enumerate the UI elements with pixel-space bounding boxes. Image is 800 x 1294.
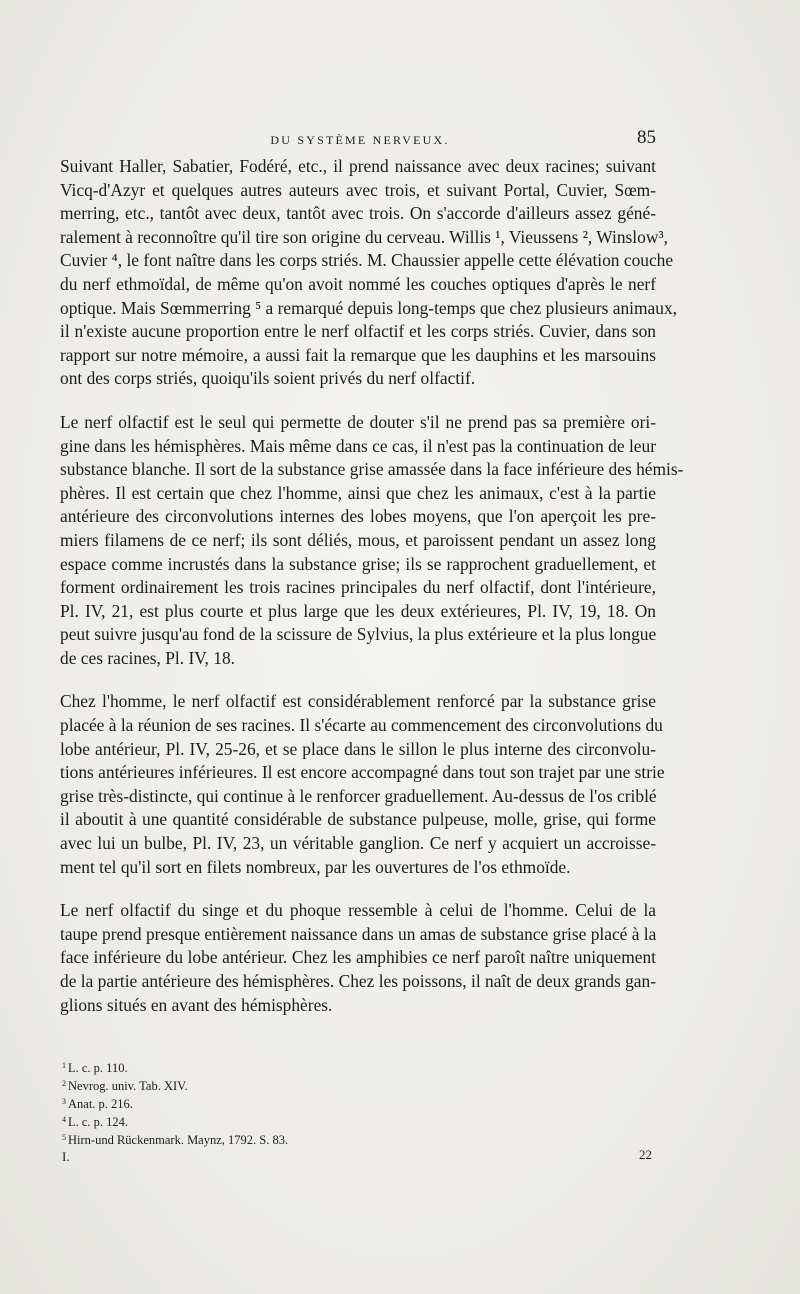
footnote-mark: 1 [62, 1061, 66, 1070]
sheet-number: 22 [639, 1147, 652, 1162]
footnote-mark: 2 [62, 1079, 66, 1088]
footnote-text: L. c. p. 124. [68, 1115, 129, 1129]
text-line: antérieure des circonvolutions internes des lobes moyens, que l'on aperçoit les pre- [60, 506, 656, 527]
text-line: Le nerf olfactif du singe et du phoque ressemble à celui de l'homme. Celui de la [60, 900, 656, 921]
text-line: de la partie antérieure des hémisphères. Chez les poissons, il naît de deux grands gan- [60, 971, 656, 991]
text-line: ont des corps striés, quoiqu'ils soient privés du nerf olfactif. [60, 368, 476, 389]
footnote-mark: 3 [62, 1097, 66, 1106]
text-line: Cuvier ⁴, le font naître dans les corps striés. M. Chaussier appelle cette élévation couche [60, 250, 674, 271]
text-line: ment tel qu'il sort en filets nombreux, par les ouvertures de l'os ethmoïde. [60, 856, 571, 877]
text-line: forment ordinairement les trois racines principales du nerf olfactif, dont l'intérieure, [60, 577, 656, 598]
text-line: miers filamens de ce nerf; ils sont déliés, mous, et paroissent pendant un assez long [60, 529, 656, 550]
footnote-text: Nevrog. univ. Tab. XIV. [68, 1079, 188, 1093]
body-text [60, 155, 684, 1017]
page-number: 85 [637, 127, 656, 148]
paragraph [60, 690, 665, 879]
running-title: DU SYSTÈME NERVEUX. [270, 133, 450, 147]
paragraph [60, 899, 656, 1017]
text-line: espace comme incrustés dans la substance grise; ils se rapprochent graduellement, et [60, 553, 656, 574]
footnote-text: Anat. p. 216. [68, 1097, 133, 1111]
footnote-text: Hirn-und Rückenmark. Maynz, 1792. S. 83. [68, 1133, 289, 1147]
footnote [62, 1076, 462, 1094]
text-line: Vicq-d'Azyr et quelques autres auteurs avec trois, et suivant Portal, Cuvier, Sœm- [60, 179, 656, 200]
footnote-mark: 5 [62, 1133, 66, 1142]
text-line: gine dans les hémisphères. Mais même dans ce cas, il n'est pas la continuation de leur [60, 435, 656, 456]
footnote-mark: 4 [62, 1115, 66, 1124]
text-line: tions antérieures inférieures. Il est encore accompagné dans tout son trajet par une strie [60, 762, 665, 783]
text-line: avec lui un bulbe, Pl. IV, 23, un véritable ganglion. Ce nerf y acquiert un accroisse- [60, 833, 656, 854]
text-line: taupe prend presque entièrement naissance dans un amas de substance grise placé à la [60, 923, 657, 944]
paragraph [60, 411, 684, 671]
footnote [62, 1094, 462, 1112]
text-line: de ces racines, Pl. IV, 18. [60, 647, 235, 668]
footnote [62, 1112, 462, 1130]
text-line: grise très-distincte, qui continue à le renforcer graduellement. Au-dessus de l'os criblé [60, 785, 657, 806]
text-line: du nerf ethmoïdal, de même qu'on avoit nommé les couches optiques d'après le nerf [60, 273, 656, 294]
text-line: substance blanche. Il sort de la substance grise amassée dans la face inférieure des hémis- [60, 459, 684, 480]
text-line: peut suivre jusqu'au fond de la scissure de Sylvius, la plus extérieure et la plus longue [60, 624, 657, 645]
signature-mark: I. [62, 1149, 70, 1164]
text-line: phères. Il est certain que chez l'homme, ainsi que chez les animaux, c'est à la partie [60, 482, 656, 503]
footnote [62, 1058, 462, 1076]
text-line: face inférieure du lobe antérieur. Chez les amphibies ce nerf paroît naître uniquement [60, 947, 656, 968]
footnotes [62, 1058, 462, 1148]
text-line: Pl. IV, 21, est plus courte et plus large que les deux extérieures, Pl. IV, 19, 18. On [60, 600, 656, 621]
footnote-text: L. c. p. 110. [68, 1061, 128, 1075]
footnote [62, 1130, 462, 1148]
text-line: lobe antérieur, Pl. IV, 25-26, et se place dans le sillon le plus interne des circonvolu- [60, 738, 656, 759]
text-line: merring, etc., tantôt avec deux, tantôt avec trois. On s'accorde d'ailleurs assez géné- [60, 203, 656, 224]
text-line: Chez l'homme, le nerf olfactif est considérablement renforcé par la substance grise [60, 691, 656, 712]
text-line: il n'existe aucune proportion entre le nerf olfactif et les corps striés. Cuvier, dans son [60, 321, 656, 342]
text-line: Le nerf olfactif est le seul qui permette de douter s'il ne prend pas sa première ori- [60, 411, 656, 432]
text-line: ralement à reconnoître qu'il tire son origine du cerveau. Willis ¹, Vieussens ², Winslow³, [60, 226, 668, 247]
text-line: glions situés en avant des hémisphères. [60, 994, 333, 1015]
text-line: il aboutit à une quantité considérable de substance pulpeuse, molle, grise, qui forme [60, 809, 656, 830]
text-line: optique. Mais Sœmmerring ⁵ a remarqué depuis long-temps que chez plusieurs animaux, [60, 297, 678, 318]
text-line: rapport sur notre mémoire, a aussi fait la remarque que les dauphins et les marsouins [60, 344, 656, 365]
text-line: Suivant Haller, Sabatier, Fodéré, etc., il prend naissance avec deux racines; suivant [60, 156, 656, 176]
text-line: placée à la réunion de ses racines. Il s'écarte au commencement des circonvolutions du [60, 715, 663, 736]
paragraph [60, 155, 678, 391]
